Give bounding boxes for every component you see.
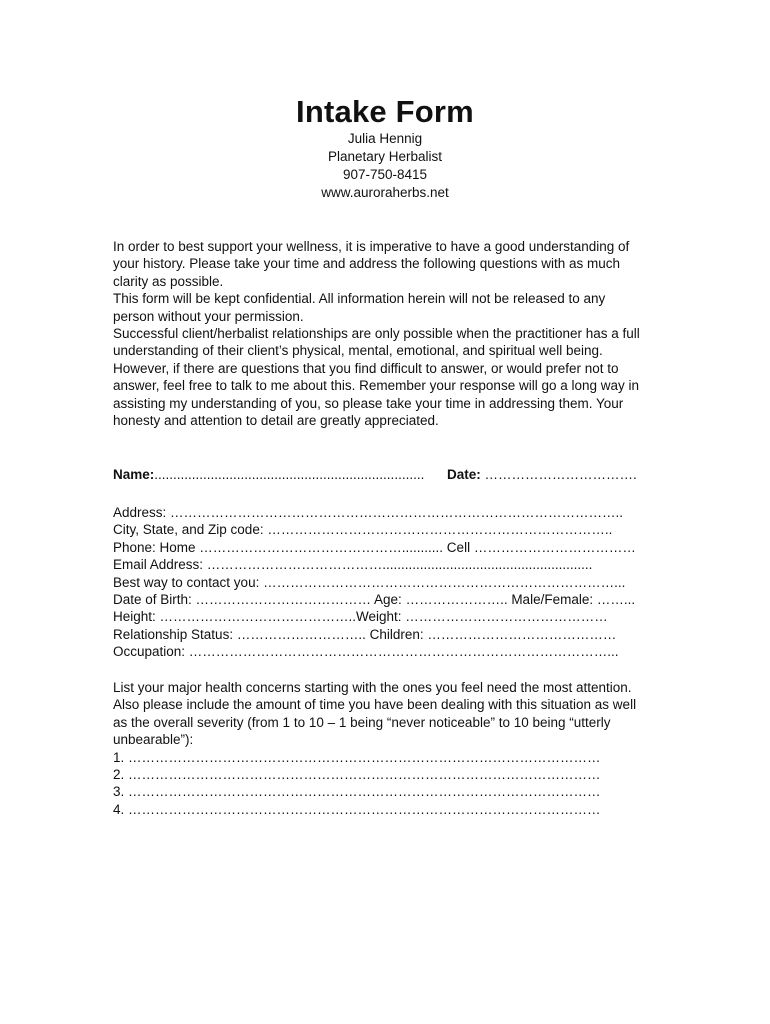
intro-paragraph [113, 238, 673, 429]
intro-line: honesty and attention to detail are greatly appreciated. [113, 413, 439, 429]
occupation-field[interactable]: Occupation: …………………………………………………………………………………... [113, 644, 619, 660]
health-concerns-section [113, 679, 673, 818]
name-label: Name: [113, 467, 155, 482]
contact-method-field[interactable]: Best way to contact you: ……………………………………………………………………... [113, 574, 626, 590]
concerns-instruction: as the overall severity (from 1 to 10 – 1 being “never noticeable” to 10 being “utterly [113, 714, 611, 730]
name-field[interactable]: ........................................................................ [154, 467, 425, 482]
intro-line: clarity as possible. [113, 273, 224, 289]
relationship-children-field[interactable]: Relationship Status: ……………………….. Children: …………………………………… [113, 626, 617, 642]
practitioner-role: Planetary Herbalist [327, 149, 443, 164]
practitioner-name: Julia Hennig [347, 131, 423, 146]
phone-field[interactable]: Phone: Home ………………………………………........... Cell ……………………………… [113, 539, 636, 555]
date-group [447, 466, 637, 483]
practitioner-website: www.auroraherbs.net [321, 185, 449, 200]
concerns-instruction: unbearable”): [113, 732, 194, 748]
concerns-instruction: Also please include the amount of time you have been dealing with this situation as well [113, 697, 637, 713]
intro-line: This form will be kept confidential. All information herein will not be released to any [113, 291, 606, 307]
concern-item-1[interactable]: 1. …………………………………………………………………………………………… [113, 749, 601, 765]
concern-item-4[interactable]: 4. …………………………………………………………………………………………… [113, 801, 601, 817]
date-label: Date: [447, 467, 481, 482]
concern-item-3[interactable]: 3. …………………………………………………………………………………………… [113, 784, 601, 800]
intro-line: your history. Please take your time and address the following questions with as much [113, 256, 621, 272]
concerns-instruction: List your major health concerns starting with the ones you feel need the most attention. [113, 680, 632, 695]
city-state-zip-field[interactable]: City, State, and Zip code: ………………………………………………………………….. [113, 522, 613, 538]
intro-line: However, if there are questions that you find difficult to answer, or would prefer not to [113, 360, 619, 376]
practitioner-info [0, 130, 770, 202]
intro-line: In order to best support your wellness, it is imperative to have a good understanding of [113, 239, 630, 254]
birth-age-sex-field[interactable]: Date of Birth: ………………………………… Age: ………………….. Male/Female: ……... [113, 592, 636, 608]
name-date-row [113, 466, 637, 483]
intro-line: assisting my understanding of you, so please take your time in addressing them. Your [113, 395, 624, 411]
date-field[interactable]: ……………………………. [480, 467, 637, 482]
client-details-fields [113, 504, 673, 661]
intro-line: answer, feel free to talk to me about this. Remember your response will go a long way in [113, 378, 640, 394]
address-field[interactable]: Address: ……………………………………………………………………………………….. [113, 505, 624, 520]
intro-line: Successful client/herbalist relationships are only possible when the practitioner has a full [113, 326, 640, 342]
practitioner-phone: 907-750-8415 [342, 167, 428, 182]
intro-line: understanding of their client’s physical, mental, emotional, and spiritual well being. [113, 343, 603, 359]
email-field[interactable]: Email Address: …………………………………........................................................ [113, 557, 593, 573]
concern-item-2[interactable]: 2. …………………………………………………………………………………………… [113, 767, 601, 783]
form-title: Intake Form [296, 94, 474, 129]
height-weight-field[interactable]: Height: ……………………………………..Weight: ……………………………………… [113, 609, 608, 625]
intro-line: person without your permission. [113, 308, 304, 324]
